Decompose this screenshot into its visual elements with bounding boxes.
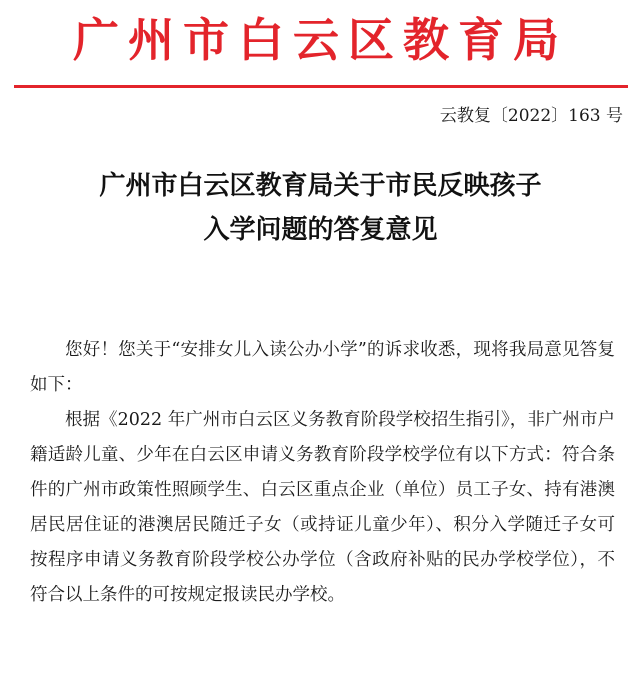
document-body: [30, 333, 615, 613]
document-title-line-1: 广州市白云区教育局关于市民反映孩子: [99, 171, 542, 201]
body-paragraph-policy: 根据《2022 年广州市白云区义务教育阶段学校招生指引》，非广州市户籍适龄儿童、少年在白云区申请义务教育阶段学校学位有以下方式：符合条件的广州市政策性照顾学生、白云区重点企业（单位）员工子女、持有港澳居民居住证的港澳居民随迁子女（或持证儿童少年）、积分入学随迁子女可按程序申请义务教育阶段学校公办学位（含政府补贴的民办学校学位），不符合以上条件的可按规定报读民办学校。: [30, 410, 615, 605]
red-divider-line: [14, 85, 628, 88]
document-title: [0, 164, 641, 252]
document-title-line-2: 入学问题的答复意见: [203, 215, 438, 245]
body-paragraph-greeting: 您好！您关于“安排女儿入读公办小学”的诉求收悉，现将我局意见答复如下：: [30, 340, 615, 395]
document-number: 云教复〔2022〕163 号: [439, 106, 623, 126]
issuer-header: 广州市白云区教育局: [73, 13, 568, 67]
